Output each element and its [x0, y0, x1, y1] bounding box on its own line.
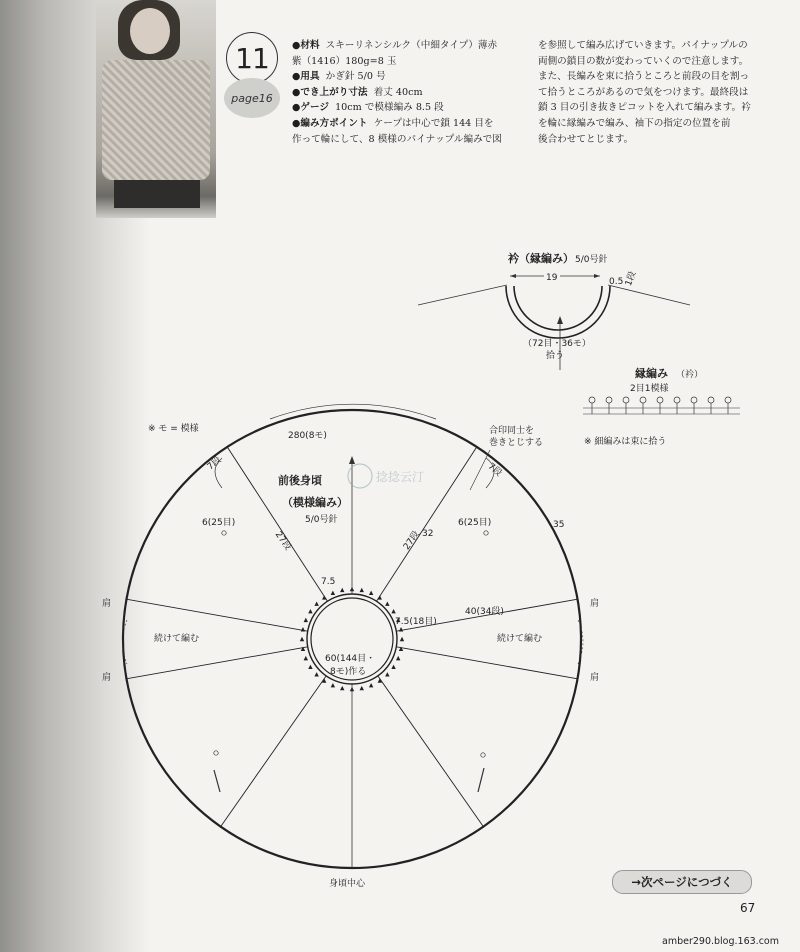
- body-needle: 5/0号針: [305, 515, 338, 525]
- radial-line: [378, 676, 484, 827]
- center-start-1: 60(144目・: [325, 654, 376, 664]
- tick-mark-icon: [385, 672, 389, 676]
- tick-mark-icon: [314, 601, 318, 605]
- pattern-number-badge: 11: [226, 32, 278, 84]
- collar-width: 19: [546, 273, 558, 283]
- tick-mark-icon: [322, 595, 326, 599]
- len-32: 32: [422, 529, 434, 539]
- picot-icon: [674, 397, 680, 403]
- page-reference: page16: [224, 78, 280, 118]
- collar-needle: 5/0号針: [575, 255, 608, 265]
- watermark-text: 捻捻云汀: [376, 470, 425, 484]
- seam-mark-left: [214, 770, 220, 792]
- picot-icon: [725, 397, 731, 403]
- arrow-left-icon: [510, 274, 516, 278]
- tick-mark-icon: [385, 601, 389, 605]
- edging-note: ※ 細編みは束に拾う: [584, 437, 667, 447]
- instruction-line: を輪に縁編みで編み、袖下の指定の位置を前: [538, 117, 731, 129]
- tick-mark-icon: [391, 665, 395, 669]
- join-marker-icon: [481, 753, 485, 757]
- tick-mark-icon: [360, 686, 364, 690]
- shoulder-left-top: 肩: [102, 599, 112, 609]
- tick-mark-icon: [396, 656, 400, 660]
- picot-icon: [623, 397, 629, 403]
- instruction-line: 鎖 3 目の引き抜きピコットを入れて編みます。衿: [538, 102, 751, 114]
- tick-mark-icon: [391, 609, 395, 613]
- tick-mark-icon: [369, 683, 373, 687]
- join-marker-icon: [214, 751, 218, 755]
- materials-line: 紫（1416）180g=8 玉: [292, 55, 397, 67]
- sleeve-width-left: 6(25目): [202, 518, 236, 528]
- radial-line: [396, 647, 577, 679]
- rows-7-right: 7段: [485, 461, 504, 479]
- shoulder-left-bottom: 肩: [102, 673, 112, 683]
- picot-icon: [640, 397, 646, 403]
- picot-icon: [691, 397, 697, 403]
- inner-7-5-rows: 7.5(18目): [395, 617, 437, 627]
- radial-line: [221, 676, 327, 827]
- tick-mark-icon: [308, 665, 312, 669]
- tick-mark-icon: [340, 588, 344, 592]
- radial-line: [126, 647, 307, 679]
- tick-mark-icon: [314, 672, 318, 676]
- radius-35: 35: [553, 520, 565, 530]
- body-subtitle: （模様編み）: [282, 496, 348, 509]
- rows-7-left: 7段: [205, 455, 224, 473]
- tick-mark-icon: [301, 627, 305, 631]
- shoulder-right-bottom: 肩: [590, 673, 600, 683]
- tick-mark-icon: [304, 656, 308, 660]
- center-start-2: 8モ)作る: [330, 667, 367, 677]
- watermark: [348, 464, 424, 488]
- gauge-line: ●ゲージ 10cm で模様編み 8.5 段: [292, 102, 444, 114]
- tick-mark-icon: [399, 627, 403, 631]
- seam-mark-right: [478, 768, 484, 792]
- shoulder-right-top: 肩: [590, 599, 600, 609]
- picot-icon: [606, 397, 612, 403]
- center-front-label: 身頃中心: [329, 879, 366, 889]
- sleeve-width-right: 6(25目): [458, 518, 492, 528]
- page-number: 67: [740, 901, 756, 915]
- join-marker-icon: [222, 531, 226, 535]
- tick-mark-icon: [331, 683, 335, 687]
- collar-pickup: （72目・36モ）: [523, 339, 591, 349]
- picot-icon: [657, 397, 663, 403]
- tick-mark-icon: [308, 609, 312, 613]
- neckline-right: [608, 285, 690, 305]
- picot-icon: [708, 397, 714, 403]
- tick-mark-icon: [340, 686, 344, 690]
- instruction-line: 両側の鎖目の数が変わっていくので注意します。: [538, 55, 749, 67]
- finished-size-line: ●でき上がり寸法 着丈 40cm: [292, 86, 423, 98]
- collar-title: 衿（縁編み）: [508, 252, 574, 265]
- instruction-line: 後合わせてとじます。: [538, 133, 634, 145]
- tick-mark-icon: [378, 595, 382, 599]
- picot-icon: [589, 397, 595, 403]
- instruction-line: また、長編みを束に拾うところと前段の目を割っ: [538, 71, 750, 83]
- points-line: 作って輪にして、8 模様のパイナップル編みで図: [292, 133, 502, 145]
- edging-diagram: [583, 366, 740, 447]
- joint-note-2: 巻きとじする: [489, 438, 544, 448]
- continue-right: 続けて編む: [497, 634, 543, 644]
- edging-sub: （衿）: [676, 370, 704, 380]
- body-diagram: [102, 404, 599, 889]
- continue-left: 続けて編む: [154, 634, 200, 644]
- neckline-left: [418, 285, 507, 305]
- tick-mark-icon: [300, 637, 304, 641]
- points-line: ●編み方ポイント ケープは中心で鎖 144 目を: [292, 117, 494, 129]
- edging-picots: [589, 397, 731, 414]
- body-title: 前後身頃: [278, 474, 322, 487]
- arrow-up-icon: [557, 316, 563, 324]
- blog-watermark: amber290.blog.163.com: [662, 936, 779, 947]
- tick-mark-icon: [304, 618, 308, 622]
- tick-mark-icon: [400, 637, 404, 641]
- join-marker-icon: [484, 531, 488, 535]
- tick-mark-icon: [331, 591, 335, 595]
- inner-7-5: 7.5: [321, 577, 336, 587]
- outer-40: 40(34段): [465, 607, 504, 617]
- instruction-line: を参照して編み広げていきます。パイナップルの: [538, 40, 748, 51]
- len-27-left: 27段: [272, 529, 293, 553]
- collar-diagram: [418, 251, 690, 370]
- materials-line: ●材料 スキーリネンシルク（中細タイプ）薄赤: [292, 40, 498, 51]
- tick-mark-icon: [360, 588, 364, 592]
- arrow-right-icon: [594, 274, 600, 278]
- edging-repeat: 2目1模様: [630, 384, 669, 394]
- next-page-link[interactable]: →次ページにつづく: [612, 870, 752, 894]
- tick-mark-icon: [369, 591, 373, 595]
- len-27-right: 27段: [401, 529, 422, 552]
- instruction-line: て拾うところがあるので気をつけます。最終段は: [538, 86, 749, 98]
- collar-rows: 1段: [623, 270, 639, 288]
- mo-note: ※ モ = 模様: [148, 424, 199, 434]
- circumference-label: 280(8モ): [288, 431, 327, 441]
- edging-title: 縁編み: [635, 367, 668, 380]
- arrow-up-icon: [349, 456, 355, 464]
- collar-pickup2: 拾う: [546, 351, 565, 361]
- radial-line: [126, 599, 307, 631]
- joint-note-1: 合印同士を: [489, 426, 535, 436]
- tools-line: ●用具 かぎ針 5/0 号: [292, 71, 386, 83]
- collar-depth: 0.5: [609, 277, 624, 287]
